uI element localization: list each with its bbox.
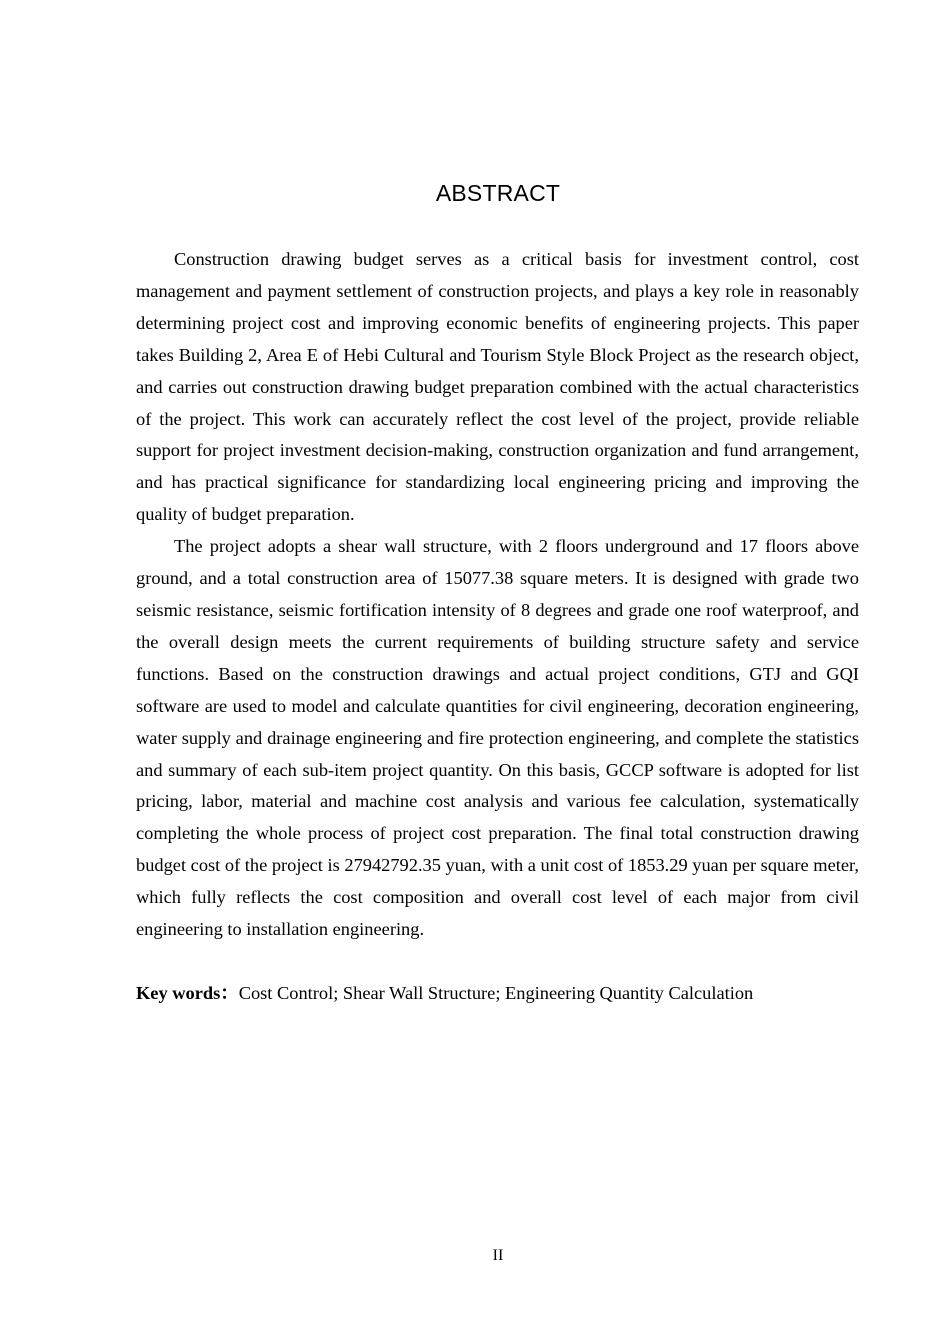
abstract-paragraph: The project adopts a shear wall structure, with 2 floors underground and 17 floors above ground, and a total construction area of 15077.38 square meters. It is designed with grade two seismic resistance, seismic fortification intensity of 8 degrees and grade one roof waterproof, and the overall design meets the current requirements of building structure safety and service functions. Based on the construction drawings and actual project conditions, GTJ and GQI software are used to model and calculate quantities for civil engineering, decoration engineering, water supply and drainage engineering and fire protection engineering, and complete the statistics and summary of each sub-item project quantity. On this basis, GCCP software is adopted for list pricing, labor, material and machine cost analysis and various fee calculation, systematically completing the whole process of project cost preparation. The final total construction drawing budget cost of the project is 27942792.35 yuan, with a unit cost of 1853.29 yuan per square meter, which fully reflects the cost composition and overall cost level of each major from civil engineering to installation engineering. — [136, 536, 859, 940]
page-number: II — [492, 1247, 504, 1264]
abstract-body — [136, 244, 859, 946]
abstract-paragraph: Construction drawing budget serves as a critical basis for investment control, cost management and payment settlement of construction projects, and plays a key role in reasonably determining project cost and improving economic benefits of engineering projects. This paper takes Building 2, Area E of Hebi Cultural and Tourism Style Block Project as the research object, and carries out construction drawing budget preparation combined with the actual characteristics of the project. This work can accurately reflect the cost level of the project, provide reliable support for project investment decision-making, construction organization and fund arrangement, and has practical significance for standardizing local engineering pricing and improving the quality of budget preparation. — [136, 249, 859, 525]
abstract-title: ABSTRACT — [435, 180, 561, 206]
keywords-label: Key words： — [136, 983, 239, 1003]
keywords-line — [136, 978, 859, 1010]
keywords-text: Cost Control; Shear Wall Structure; Engineering Quantity Calculation — [238, 983, 754, 1003]
